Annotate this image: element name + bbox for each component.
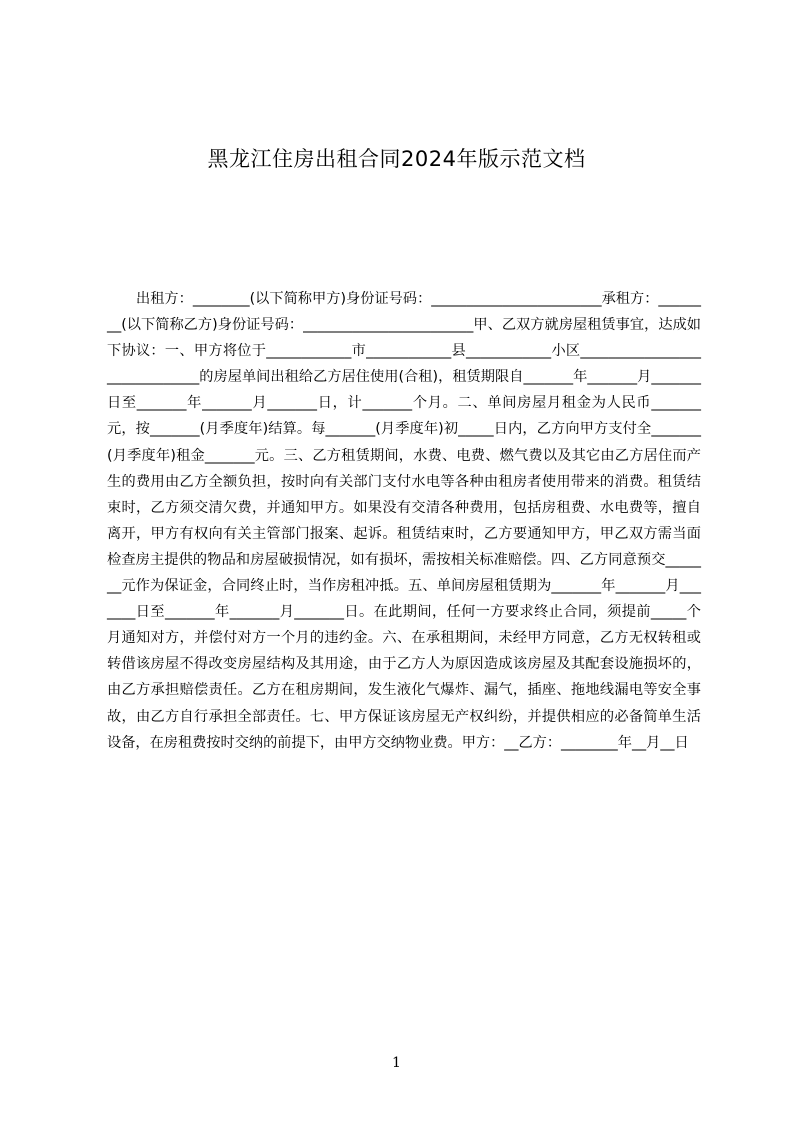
document-title: 黑龙江住房出租合同2024年版示范文档 (207, 147, 586, 171)
page-number: 1 (392, 1055, 401, 1071)
contract-body-paragraph: 出租方：________(以下简称甲方)身份证号码：________________________承租方：________(以下简称乙方)身份证号码：________________________甲、乙双方就房屋租赁事宜，达成如下协议：一、甲方将位于____________市____________县____________小区______________________________的房屋单间出租给乙方居住使用(合租)，租赁期限自_______年_______月_______日至_______年_______月_______日，计_______个月。二、单间房屋月租金为人民币_______元，按_______(月季度年)结算。每_______(月季度年)初_____日内，乙方向甲方支付全_______(月季度年)租金_______元。三、乙方租赁期间，水费、电费、燃气费以及其它由乙方居住而产生的费用由乙方全额负担，按时向有关部门支付水电等各种由租房者使用带来的消费。租赁结束时，乙方须交清欠费，并通知甲方。如果没有交清各种费用，包括房租费、水电费等，擅自离开，甲方有权向有关主管部门报案、起诉。租赁结束时，乙方要通知甲方，甲乙双方需当面检查房主提供的物品和房屋破损情况，如有损坏，需按相关标准赔偿。四、乙方同意预交_______元作为保证金，合同终止时，当作房租冲抵。五、单间房屋租赁期为_______年_______月_______日至_______年_______月_______日。在此期间，任何一方要求终止合同，须提前_____个月通知对方，并偿付对方一个月的违约金。六、在承租期间，未经甲方同意，乙方无权转租或转借该房屋不得改变房屋结构及其用途，由于乙方人为原因造成该房屋及其配套设施损坏的，由乙方承担赔偿责任。乙方在租房期间，发生液化气爆炸、漏气，插座、拖地线漏电等安全事故，由乙方自行承担全部责任。七、甲方保证该房屋无产权纠纷，并提供相应的必备简单生活设备，在房租费按时交纳的前提下，由甲方交纳物业费。甲方：__乙方：________年__月__日 (107, 291, 701, 751)
